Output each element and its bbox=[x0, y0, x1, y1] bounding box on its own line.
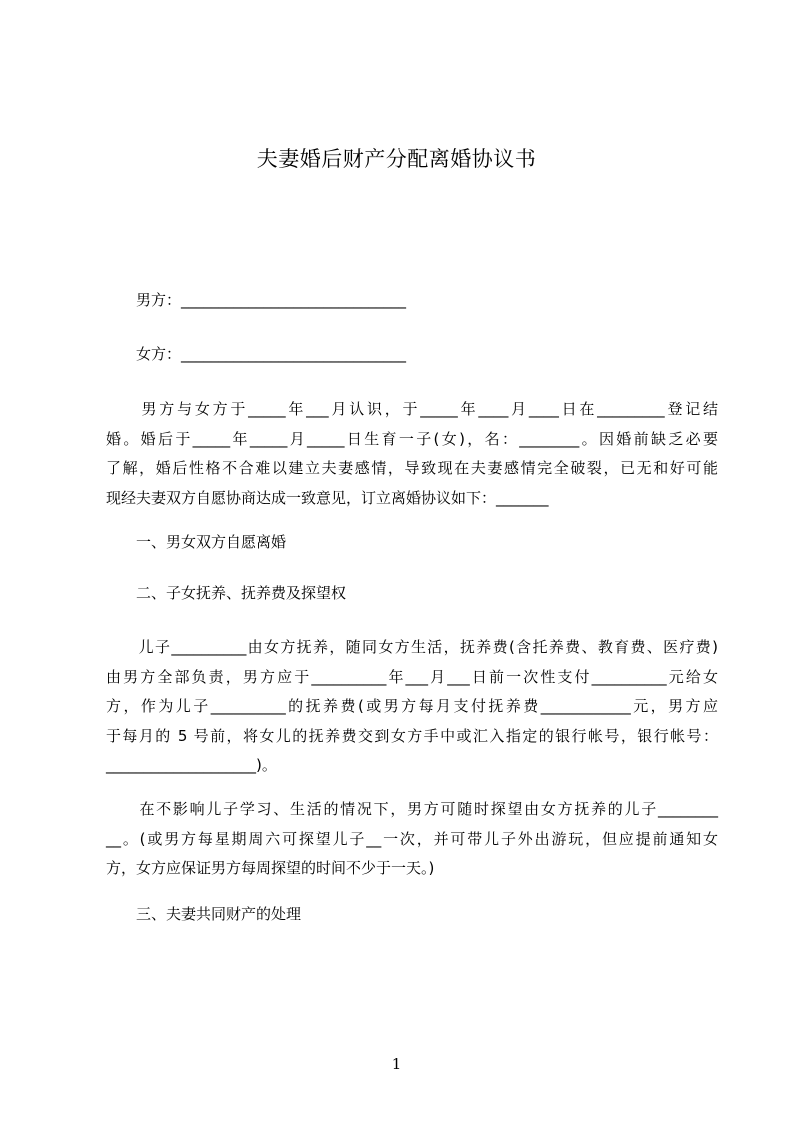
custody-line-1: 儿子__________由女方抚养，随同女方生活，抚养费(含托养费、教育费、医疗费) bbox=[106, 638, 718, 656]
husband-name-line: 男方：______________________________ bbox=[136, 291, 407, 309]
wife-name-line: 女方：______________________________ bbox=[136, 345, 407, 363]
custody-line-5: ____________________)。 bbox=[106, 756, 277, 774]
section-1-heading: 一、男女双方自愿离婚 bbox=[136, 533, 287, 551]
section-2-heading: 二、子女抚养、抚养费及探望权 bbox=[136, 584, 347, 602]
section-3-heading: 三、夫妻共同财产的处理 bbox=[136, 905, 302, 923]
visitation-line-1: 在不影响儿子学习、生活的情况下，男方可随时探望由女方抚养的儿子________ bbox=[106, 800, 718, 818]
intro-paragraph bbox=[106, 395, 718, 513]
visitation-paragraph bbox=[106, 795, 718, 884]
page-number: 1 bbox=[391, 1055, 402, 1073]
custody-line-2: 由男方全部负责，男方应于__________年___月___日前一次性支付__________元给女 bbox=[106, 667, 718, 686]
document-title: 夫妻婚后财产分配离婚协议书 bbox=[256, 147, 537, 171]
visitation-line-3: 方，女方应保证男方每周探望的时间不少于一天。) bbox=[106, 859, 435, 877]
intro-line-4: 现经夫妻双方自愿协商达成一致意见，订立离婚协议如下：_______ bbox=[106, 488, 549, 507]
custody-paragraph bbox=[106, 633, 718, 781]
intro-line-2: 婚。婚后于_____年_____月_____日生育一子(女)，名：________。因婚前缺乏必要 bbox=[106, 429, 718, 448]
custody-line-3: 方，作为儿子__________的抚养费(或男方每月支付抚养费____________元，男方应 bbox=[106, 697, 718, 715]
intro-line-3: 了解，婚后性格不合难以建立夫妻感情，导致现在夫妻感情完全破裂，已无和好可能 bbox=[106, 459, 718, 477]
custody-line-4: 于每月的 5 号前，将女儿的抚养费交到女方手中或汇入指定的银行帐号，银行帐号： bbox=[106, 726, 718, 745]
intro-line-1: 男方与女方于_____年___月认识，于_____年____月____日在_________登记结 bbox=[106, 400, 718, 418]
visitation-line-2: __。(或男方每星期周六可探望儿子__一次，并可带儿子外出游玩，但应提前通知女 bbox=[106, 829, 718, 848]
